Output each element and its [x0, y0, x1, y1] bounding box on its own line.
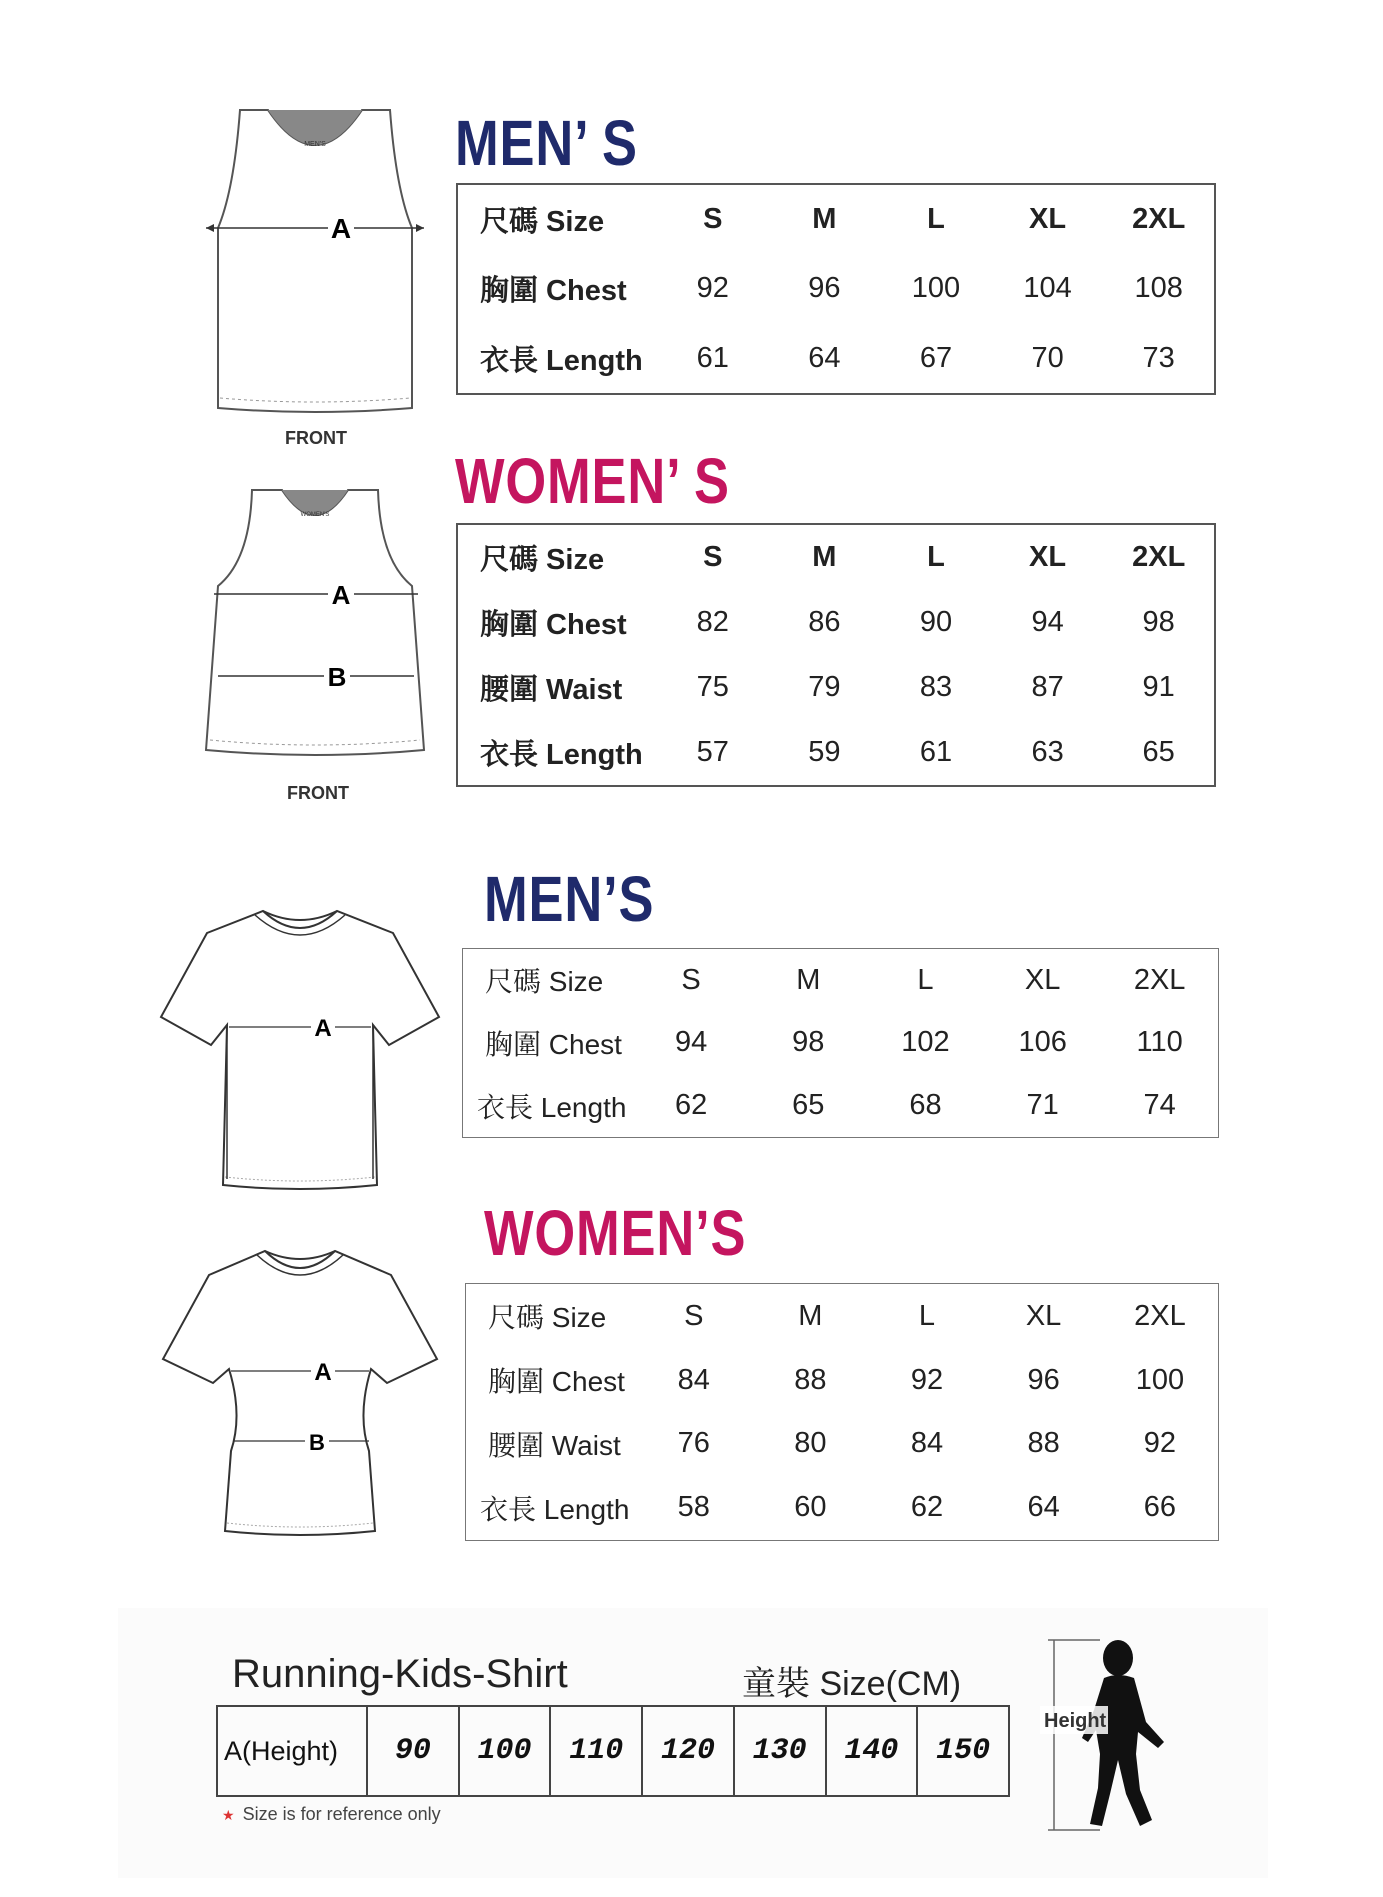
cell: 94	[674, 1026, 708, 1059]
table-row	[466, 1348, 1219, 1412]
cell: 96	[808, 272, 841, 305]
kids-subtitle: 童裝 Size(CM)	[742, 1665, 962, 1703]
cell: 76	[677, 1427, 710, 1460]
cell: 71	[1026, 1089, 1059, 1122]
womens-tank-illustration	[200, 480, 430, 770]
cell: 74	[1143, 1089, 1176, 1122]
table-row	[457, 255, 1215, 324]
mens-title: MEN’ S	[455, 107, 638, 179]
table-row	[457, 720, 1215, 786]
kids-title: Running-Kids-Shirt	[232, 1652, 568, 1696]
cell: 140	[826, 1706, 918, 1796]
cell: L	[927, 541, 945, 574]
cell: M	[798, 1299, 823, 1332]
cell: 92	[910, 1363, 944, 1396]
cell: 62	[910, 1491, 944, 1524]
cell: 96	[1027, 1363, 1060, 1396]
cell: M	[812, 203, 837, 236]
measure-a-label: A	[314, 1359, 332, 1386]
cell: S	[681, 963, 701, 996]
cell: 67	[919, 341, 953, 374]
kids-size-table	[216, 1705, 1010, 1797]
cell: 79	[808, 670, 841, 703]
cell: 65	[792, 1089, 825, 1122]
cell: S	[703, 203, 723, 236]
cell: 2XL	[1134, 1299, 1186, 1332]
cell: 100	[911, 272, 961, 305]
cell: 91	[1142, 670, 1175, 703]
front-label: FRONT	[285, 428, 347, 448]
cell: 83	[919, 670, 953, 703]
cell: 92	[1143, 1427, 1177, 1460]
cell: 84	[677, 1363, 710, 1396]
cell: 73	[1142, 341, 1175, 374]
cell: 94	[1031, 606, 1064, 639]
cell: 66	[1143, 1491, 1177, 1524]
cell: 98	[1142, 606, 1175, 639]
cell: 130	[734, 1706, 826, 1796]
row-label: A(Height)	[217, 1706, 367, 1796]
table-row	[457, 323, 1215, 394]
table-row	[466, 1476, 1219, 1541]
cell: 92	[696, 272, 729, 305]
womens-tee-illustration	[155, 1245, 445, 1540]
neck-tag: WOMEN'S	[300, 512, 330, 518]
table-row	[457, 524, 1215, 590]
cell: XL	[1024, 963, 1061, 996]
cell: S	[684, 1299, 704, 1332]
cell: 2XL	[1132, 203, 1186, 236]
cell: 57	[696, 735, 729, 768]
note-text: Size is for reference only	[242, 1804, 441, 1824]
cell: L	[917, 963, 934, 996]
row-label: 尺碼 Size	[480, 544, 605, 577]
measure-b-label: B	[309, 1430, 325, 1455]
cell: M	[796, 963, 821, 996]
cell: 63	[1031, 735, 1064, 768]
row-label: 尺碼 Size	[488, 1302, 607, 1334]
measure-a-label: A	[330, 213, 352, 244]
table-row	[217, 1706, 1009, 1796]
cell: 58	[677, 1491, 710, 1524]
cell: XL	[1029, 541, 1067, 574]
measure-a-label: A	[331, 580, 351, 610]
mens-tank-illustration	[200, 100, 430, 420]
row-label: 胸圍 Chest	[488, 1366, 625, 1398]
cell: M	[812, 541, 837, 574]
mens-tee-title: MEN’S	[484, 863, 655, 935]
cell: XL	[1025, 1299, 1062, 1332]
row-label: 胸圍 Chest	[480, 609, 627, 642]
cell: XL	[1029, 203, 1067, 236]
cell: 2XL	[1132, 541, 1186, 574]
cell: 60	[794, 1491, 827, 1524]
cell: 82	[696, 606, 729, 639]
cell: 100	[459, 1706, 551, 1796]
height-label: Height	[1044, 1710, 1107, 1732]
reference-note	[222, 1804, 441, 1825]
table-row	[457, 184, 1215, 255]
cell: 110	[550, 1706, 642, 1796]
cell: 90	[919, 606, 953, 639]
womens-title: WOMEN’ S	[455, 445, 730, 517]
cell: 61	[696, 341, 729, 374]
star-icon: ★	[222, 1807, 235, 1823]
cell: 2XL	[1133, 963, 1186, 996]
cell: 104	[1023, 272, 1072, 305]
row-label: 腰圍 Waist	[488, 1429, 621, 1461]
womens-tank-size-table	[456, 523, 1216, 787]
cell: 90	[367, 1706, 459, 1796]
row-label: 尺碼 Size	[480, 206, 605, 239]
mens-tank-size-table	[456, 183, 1216, 395]
cell: 150	[917, 1706, 1009, 1796]
cell: L	[927, 203, 945, 236]
cell: 106	[1018, 1026, 1067, 1059]
child-height-figure	[1040, 1630, 1180, 1842]
cell: 64	[808, 341, 841, 374]
row-label: 衣長 Length	[477, 1091, 627, 1123]
table-row	[463, 1074, 1219, 1137]
mens-tee-illustration	[155, 905, 445, 1195]
womens-tee-title: WOMEN’S	[484, 1197, 747, 1269]
womens-tee-size-table	[465, 1283, 1219, 1541]
row-label: 胸圍 Chest	[485, 1028, 622, 1060]
table-row	[463, 949, 1219, 1012]
row-label: 衣長 Length	[480, 344, 643, 377]
row-label: 尺碼 Size	[485, 966, 604, 998]
neck-tag: MEN'S	[304, 141, 326, 148]
cell: 108	[1134, 272, 1183, 305]
table-row	[457, 590, 1215, 655]
cell: L	[918, 1299, 936, 1332]
cell: 102	[901, 1026, 950, 1059]
cell: 65	[1142, 735, 1175, 768]
row-label: 腰圍 Waist	[480, 673, 623, 706]
cell: 84	[910, 1427, 944, 1460]
table-row	[466, 1412, 1219, 1476]
table-row	[457, 655, 1215, 720]
table-row	[463, 1012, 1219, 1074]
cell: S	[703, 541, 723, 574]
row-label: 衣長 Length	[480, 738, 643, 771]
cell: 98	[792, 1026, 825, 1059]
cell: 59	[808, 735, 841, 768]
cell: 120	[642, 1706, 734, 1796]
cell: 88	[1027, 1427, 1060, 1460]
table-row	[466, 1284, 1219, 1349]
cell: 110	[1136, 1026, 1183, 1059]
row-label: 衣長 Length	[480, 1493, 630, 1525]
cell: 87	[1031, 670, 1064, 703]
cell: 61	[919, 735, 953, 768]
measure-b-label: B	[327, 662, 347, 692]
cell: 70	[1031, 341, 1064, 374]
cell: 88	[794, 1363, 827, 1396]
cell: 86	[808, 606, 841, 639]
mens-tee-size-table	[462, 948, 1219, 1138]
cell: 80	[794, 1427, 827, 1460]
cell: 62	[674, 1089, 708, 1122]
measure-a-label: A	[314, 1015, 332, 1042]
row-label: 胸圍 Chest	[480, 275, 627, 308]
cell: 68	[909, 1089, 942, 1122]
front-label: FRONT	[287, 783, 349, 803]
cell: 75	[696, 670, 729, 703]
cell: 64	[1027, 1491, 1060, 1524]
cell: 100	[1135, 1363, 1185, 1396]
